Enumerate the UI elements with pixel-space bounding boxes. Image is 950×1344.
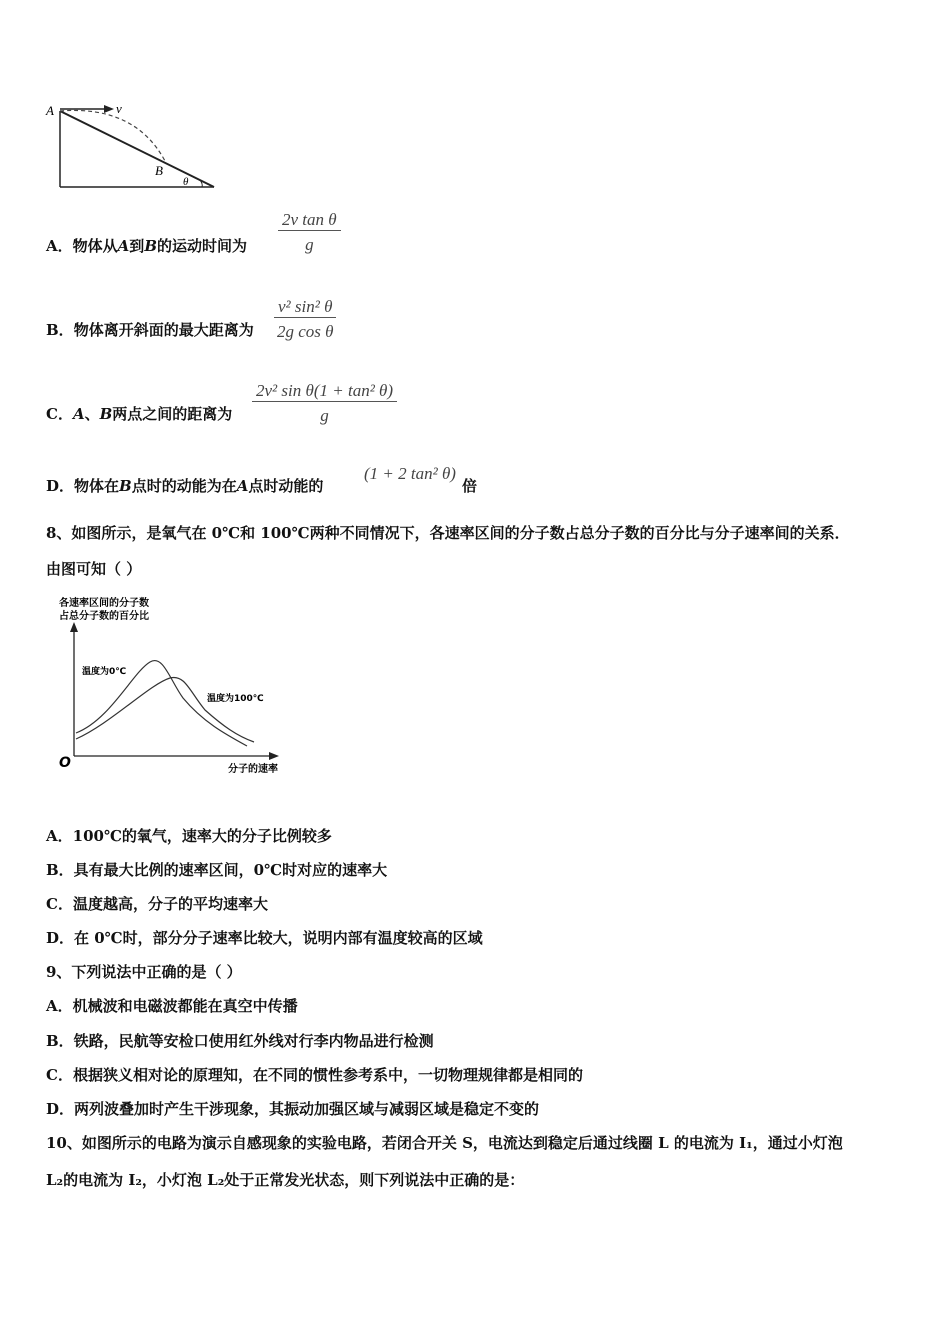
q8-stem-line1: 8、如图所示，是氧气在 0℃和 100℃两种不同情况下，各速率区间的分子数占总分子数的百分比与分子速率间的关系． [46, 524, 850, 542]
q7b-formula: $\frac{\text{v² sin² θ}}{\text{2g cos θ}}$ [274, 297, 336, 342]
ylabel-line2: 占总分子数的百分比 [59, 611, 149, 622]
q7-option-a: A．物体从A到B的运动时间为 [46, 237, 248, 255]
q7-option-c: C．A、B两点之间的距离为 [46, 405, 233, 423]
q8-stem-line2: 由图可知（ ） [46, 560, 142, 578]
q8-option-a: A．100℃的氧气，速率大的分子比例较多 [46, 827, 332, 845]
x-axis-arrowhead [269, 752, 279, 760]
xlabel: 分子的速率 [228, 764, 278, 775]
q9-option-d: D．两列波叠加时产生干涉现象，其振动加强区域与减弱区域是稳定不变的 [46, 1100, 540, 1118]
q9-stem: 9、下列说法中正确的是（ ） [46, 963, 242, 981]
q8-option-b: B．具有最大比例的速率区间，0℃时对应的速率大 [46, 861, 388, 879]
y-axis-arrowhead [70, 622, 78, 632]
ylabel-line1: 各速率区间的分子数 [59, 598, 149, 609]
incline-figure [40, 95, 225, 195]
q7d-suffix: 倍 [462, 477, 478, 495]
q7c-formula: $\frac{\text{2v² sin θ(1 + tan² θ)}}{g}$ [252, 381, 397, 426]
q8-option-c: C．温度越高，分子的平均速率大 [46, 895, 268, 913]
origin-label: O [59, 755, 71, 771]
label-a: A [46, 103, 54, 118]
q9-option-c: C．根据狭义相对论的原理知，在不同的惯性参考系中，一切物理规律都是相同的 [46, 1066, 583, 1084]
label-b: B [155, 163, 163, 178]
q9-option-a: A．机械波和电磁波都能在真空中传播 [46, 997, 298, 1015]
q10-stem-line2: L₂的电流为 I₂，小灯泡 L₂处于正常发光状态，则下列说法中正确的是： [46, 1171, 525, 1189]
q7-option-d: D．物体在B点时的动能为在A点时动能的 [46, 477, 324, 495]
curve-100c [76, 677, 254, 742]
q8-option-d: D．在 0℃时，部分分子速率比较大，说明内部有温度较高的区域 [46, 929, 483, 947]
incline-slope [60, 111, 214, 187]
q7-option-b: B．物体离开斜面的最大距离为 [46, 321, 254, 339]
q9-option-b: B．铁路，民航等安检口使用红外线对行李内物品进行检测 [46, 1032, 434, 1050]
q10-stem-line1: 10、如图所示的电路为演示自感现象的实验电路，若闭合开关 S，电流达到稳定后通过线圈 L 的电流为 I₁，通过小灯泡 [46, 1134, 843, 1152]
curve2-label: 温度为100℃ [207, 694, 264, 704]
curve1-label: 温度为0℃ [82, 667, 127, 677]
velocity-arrowhead [104, 105, 114, 113]
q7a-formula: $\frac{\text{2v tan θ}}{g}$ [278, 210, 341, 255]
label-v: v [116, 101, 122, 116]
label-theta: θ [183, 176, 189, 188]
speed-distribution-figure [55, 592, 300, 782]
q7d-formula: (1 + 2 tan² θ) [364, 464, 456, 483]
